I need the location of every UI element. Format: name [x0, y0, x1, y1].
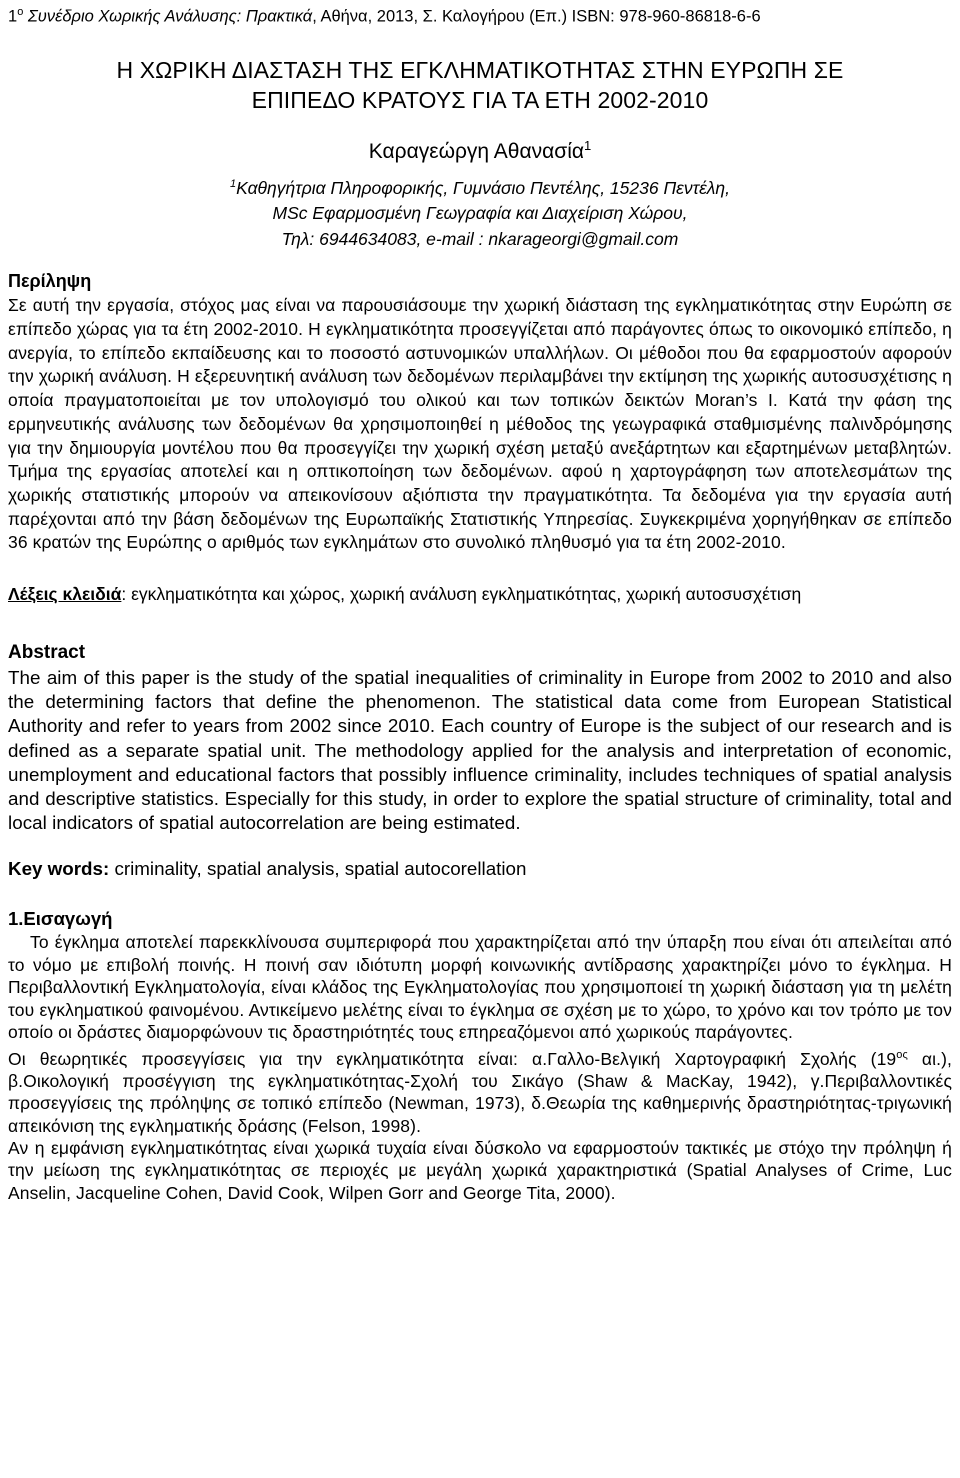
running-header [8, 0, 952, 29]
keywords-en-label: Key words: [8, 858, 110, 880]
conf-superscript: ο [17, 6, 24, 18]
conf-number: 1 [8, 7, 18, 26]
conf-title: Συνέδριο Χωρικής Ανάλυσης: Πρακτικά [23, 7, 313, 26]
affiliation-superscript: 1 [229, 177, 237, 190]
abstract-en-body: The aim of this paper is the study of the spatial inequalities of criminality in Europe from 2002 to 2010 and also the determining factors that define the phenomenon. The statistical data come from European Statistical Authority and refer to years from 2002 since 2010. Each country of Europe is the subject of our research and is defined as a separate spatial unit. The methodology applied for the analysis and interpretation of economic, unemployment and educational factors that possibly influence criminality, includes techniques of spatial analysis and descriptive statistics. Especially for this study, in order to explore the spatial structure of criminality, total and local indicators of spatial autocorrelation are being estimated. [8, 667, 952, 834]
author-line [8, 133, 952, 165]
keywords-en-text: criminality, spatial analysis, spatial autocorellation [109, 858, 527, 880]
intro-superscript: ος [896, 1048, 908, 1061]
keywords-gr-label: Λέξεις κλειδιά [8, 584, 122, 605]
keywords-gr [8, 582, 952, 606]
affiliation-line-2: MSc Εφαρμοσμένη Γεωγραφία και Διαχείριση Χώρου, [272, 203, 688, 224]
intro-heading: 1.Εισαγωγή [8, 908, 113, 930]
affiliation-line-1: $^1$Καθηγήτρια Πληροφορικής, Γυμνάσιο Πεντέλης, 15236 Πεντέλη, [229, 177, 730, 198]
affiliation-line-3: Τηλ: 6944634083, e-mail : nkarageorgi@gmail.com [281, 229, 679, 250]
keywords-gr-colon: : [121, 584, 127, 605]
intro-paragraph-2: Οι θεωρητικές προσεγγίσεις για την εγκληματικότητα είναι: α.Γαλλο-Βελγική Χαρτογραφική Σχολής ($19^{o\varsigma}$ αι.), β.Οικολογική προσέγγιση της εγκληματικότητας-Σχολή του Σικάγο (Shaw & MacKay, 1942), γ.Περιβαλλοντικές προσεγγίσεις της πρόληψης σε τοπικό επίπεδο (Newman, 1973), δ.Θεωρία της καθημερινής δραστηριότητας-τριγωνική απεικόνιση της εγκληματικής δράσης (Felson, 1998). [8, 1048, 952, 1136]
paper-title [8, 55, 952, 115]
conf-details: , Αθήνα, 2013, Σ. Καλογήρου (Επ.) ISBN: 978-960-86818-6-6 [312, 7, 761, 26]
author-superscript: 1 [584, 137, 592, 153]
intro-paragraph-1: Το έγκλημα αποτελεί παρεκκλίνουσα συμπεριφορά που χαρακτηρίζεται από την ύπαρξη που είναι ότι απειλείται από το νόμο με επιβολή ποινής. Η ποινή σαν ιδιότυπη μορφή κοινωνικής αντίδρασης χαρακτηρίζει μόνο το έγκλημα. Η Περιβαλλοντική Εγκληματολογία, είναι κλάδος της Εγκληματολογίας που χρησιμοποιεί τη χωρική διάσταση για τη μελέτη του εγκληματικού φαινομένου. Αντικείμενο μελέτης είναι το έγκλημα σε σχέση με το χώρο, το χρόνο και τον τρόπο με τον οποίο οι δράστες διαμορφώνουν τις δραστηριότητές τους επηρεαζόμενοι από χωρικούς παράγοντες. [8, 932, 952, 1043]
intro-paragraph-3: Αν η εμφάνιση εγκληματικότητας είναι χωρικά τυχαία είναι δύσκολο να εφαρμοστούν τακτικές με στόχο την πρόληψη ή την μείωση της εγκληματικότητας σε περιοχές με μεγάλη χωρικά χαρακτηριστικά (Spatial Analyses of Crime, Luc Anselin, Jacqueline Cohen, David Cook, Wilpen Gorr and George Tita, 2000). [8, 1137, 952, 1203]
paper-title-line-1: Η ΧΩΡΙΚΗ ΔΙΑΣΤΑΣΗ ΤΗΣ ΕΓΚΛΗΜΑΤΙΚΟΤΗΤΑΣ ΣΤΗΝ ΕΥΡΩΠΗ ΣΕ [116, 56, 844, 83]
intro-body [8, 931, 952, 1204]
abstract-gr-body: Σε αυτή την εργασία, στόχος μας είναι να παρουσιάσουμε την χωρική διάσταση της εγκληματικότητας στην Ευρώπη σε επίπεδο χώρας για τα έτη 2002-2010. Η εγκληματικότητα προσεγγίζεται από παράγοντες όπως το οικονομικό επίπεδο, η ανεργία, το επίπεδο εκπαίδευσης και το ποσοστό αστυνομικών υπαλλήλων. Οι μέθοδοι που θα εφαρμοστούν αφορούν την χωρική ανάλυση. Η εξερευνητική ανάλυση των δεδομένων περιλαμβάνει την εκτίμηση της χωρικής αυτοσυσχέτισης η οποία πραγματοποιείται με τον υπολογισμό του ολικού και των τοπικών δεικτών Moran’s I. Κατά την φάση της ερμηνευτικής ανάλυσης των δεδομένων θα χρησιμοποιηθεί η μέθοδος της γεωγραφικά σταθμισμένης παλινδρόμησης για την δημιουργία μοντέλου που θα προσεγγίζει την χωρική σχέση μεταξύ ανεξάρτητων και εξαρτημένων μεταβλητών. Τμήμα της εργασίας αποτελεί και η οπτικοποίηση των δεδομένων. αφού η χαρτογράφηση των αποτελεσμάτων της χωρικής στατιστικής μπορούν να απεικονίσουν αξιόπιστα την πραγματικότητα. Τα δεδομένα για την εργασία αυτή παρέχονται από την βάση δεδομένων της Ευρωπαϊκής Στατιστικής Υπηρεσίας. Συγκεκριμένα χορηγήθηκαν σε επίπεδο 36 κρατών της Ευρώπης ο αριθμός των εγκλημάτων στο συνολικό πληθυσμό για τα έτη 2002-2010. [8, 295, 952, 553]
keywords-gr-text: εγκληματικότητα και χώρος, χωρική ανάλυση εγκληματικότητας, χωρική αυτοσυσχέτιση [126, 584, 802, 605]
author-name: Καραγεώργη Αθανασία [368, 139, 585, 163]
paper-title-line-2: ΕΠΙΠΕΔΟ ΚΡΑΤΟΥΣ ΓΙΑ ΤΑ ΕΤΗ 2002-2010 [251, 86, 709, 113]
paper-page [8, 0, 952, 1204]
abstract-gr-heading: Περίληψη [8, 271, 92, 292]
affiliation [8, 171, 952, 253]
keywords-en [8, 857, 952, 881]
abstract-en-heading: Abstract [8, 642, 86, 664]
